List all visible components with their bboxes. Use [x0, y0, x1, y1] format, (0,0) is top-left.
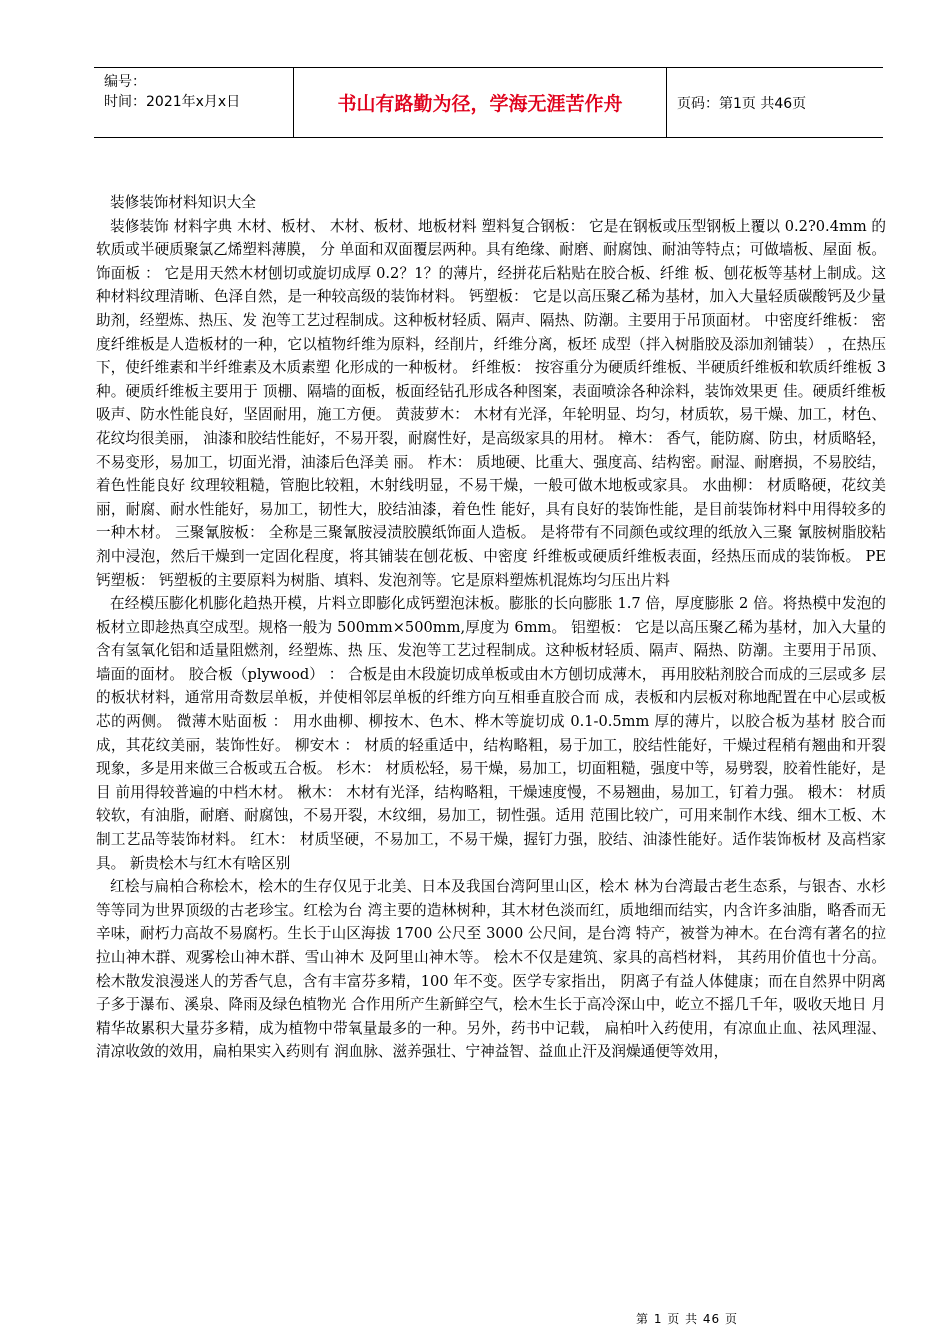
paragraph: 红桧与扁柏合称桧木，桧木的生存仅见于北美、日本及我国台湾阿里山区，桧木 林为台湾最古老生态系，与银杏、水杉等等同为世界顶级的古老珍宝。红桧为台 湾主要的造林树种，其木材色淡而红，质地细而结实，内含许多油脂，略香而无 辛味，耐朽力高故不易腐朽。生长于山区海拔 1700 公尺至 3000 公尺间，是台湾 特产，被誉为神木。在台湾有著名的拉拉山神木群、观雾桧山神木群、雪山神木 及阿里山神木等。 桧木不仅是建筑、家具的高档材料， 其药用价值也十分高。 桧木散发浪漫迷人的芳香气息，含有丰富芬多精，100 年不变。医学专家指出， 阴离子有益人体健康；而在自然界中阴离子多于瀑布、溪泉、降雨及绿色植物光 合作用所产生新鲜空气，桧木生长于高冷深山中，屹立不摇几千年，吸收天地日 月精华故累积大量芬多精，成为植物中带氧量最多的一种。另外，药书中记载， 扁柏叶入药使用，有凉血止血、祛风理湿、清凉收敛的效用，扁柏果实入药则有 润血脉、滋养强壮、宁神益智、益血止汗及润燥通便等效用， — [96, 878, 886, 1061]
header-page-info: 页码：第1页 共46页 — [677, 95, 807, 112]
time-label: 时间：2021年x月x日 — [104, 94, 241, 110]
document-body — [96, 191, 886, 1064]
document-title: 装修装饰材料知识大全 — [110, 194, 256, 211]
header-motto: 书山有路勤为径，学海无涯苦作舟 — [294, 68, 667, 137]
number-label: 编号： — [104, 74, 146, 90]
header-meta — [94, 68, 294, 137]
page-footer: 第 1 页 共 46 页 — [636, 1312, 738, 1326]
document-header — [94, 67, 883, 138]
paragraph: 装修装饰 材料字典 木材、板材、 木材、板材、地板材料 塑料复合钢板： 它是在钢板或压型钢板上覆以 0.2?0.4mm 的软质或半硬质聚氯乙烯塑料薄膜， 分 单面和双面覆层两种。具有绝缘、耐磨、耐腐蚀、耐油等特点；可做墙板、屋面 板。 饰面板 ： 它是用天然木材刨切或旋切成厚 0.2？1？的薄片，经拼花后粘贴在胶合板、纤维 板、刨花板等基材上制成。这种材料纹理清晰、色泽自然，是一种较高级的装饰材料。 钙塑板： 它是以高压聚乙稀为基材，加入大量轻质碳酸钙及少量助剂，经塑炼、热压、发 泡等工艺过程制成。这种板材轻质、隔声、隔热、防潮。主要用于吊顶面材。 中密度纤维板： 密度纤维板是人造板材的一种，它以植物纤维为原料，经削片，纤维分离，板坯 成型（拌入树脂胶及添加剂铺装） ，在热压下，使纤维素和半纤维素及木质素塑 化形成的一种板材。 纤维板： 按容重分为硬质纤维板、半硬质纤维板和软质纤维板 3 种。硬质纤维板主要用于 顶棚、隔墙的面板，板面经钻孔形成各种图案，表面喷涂各种涂料，装饰效果更 佳。硬质纤维板吸声、防水性能良好，坚固耐用，施工方便。 黄菠萝木： 木材有光泽，年轮明显、均匀，材质软，易干燥、加工，材色、花纹均很美丽， 油漆和胶结性能好，不易开裂，耐腐性好，是高级家具的用材。 樟木： 香气，能防腐、防虫，材质略轻，不易变形，易加工，切面光滑，油漆后色泽美 丽。 柞木： 质地硬、比重大、强度高、结构密。耐湿、耐磨损，不易胶结，着色性能良好 纹理较粗糙，管胞比较粗，木射线明显，不易干燥，一般可做木地板或家具。 水曲柳： 材质略硬，花纹美丽，耐腐、耐水性能好，易加工，韧性大，胶结油漆，着色性 能好，具有良好的装饰性能，是目前装饰材料中用得较多的一种木材。 三聚氰胺板： 全称是三聚氰胺浸渍胶膜纸饰面人造板。 是将带有不同颜色或纹理的纸放入三聚 氰胺树脂胶粘剂中浸泡，然后干燥到一定固化程度，将其铺装在刨花板、中密度 纤维板或硬质纤维板表面，经热压而成的装饰板。 PE 钙塑板： 钙塑板的主要原料为树脂、填料、发泡剂等。它是原料塑炼机混炼均匀压出片料 — [96, 217, 886, 589]
paragraph: 在经模压膨化机膨化趋热开模，片料立即膨化成钙塑泡沫板。膨胀的长向膨胀 1.7 倍，厚度膨胀 2 倍。将热模中发泡的板材立即趁热真空成型。规格一般为 500mm×500mm,厚度为 6mm。 铝塑板： 它是以高压聚乙稀为基材，加入大量的含有氢氧化铝和适量阻燃剂，经塑炼、热 压、发泡等工艺过程制成。这种板材轻质、隔声、隔热、防潮。主要用于吊顶、 墙面的面材。 胶合板（plywood） ： 合板是由木段旋切成单板或由木方刨切成薄木， 再用胶粘剂胶合而成的三层或多 层的板状材料，通常用奇数层单板，并使相邻层单板的纤维方向互相垂直胶合而 成，表板和内层板对称地配置在中心层或板芯的两侧。 微薄木贴面板 ： 用水曲柳、柳按木、色木、桦木等旋切成 0.1-0.5mm 厚的薄片，以胶合板为基材 胶合而成，其花纹美丽，装饰性好。 柳安木 ： 材质的轻重适中，结构略粗，易于加工，胶结性能好，干燥过程稍有翘曲和开裂 现象，多是用来做三合板或五合板。 杉木： 材质松轻，易干燥，易加工，切面粗糙，强度中等，易劈裂，胶着性能好，是目 前用得较普遍的中档木材。 楸木： 木材有光泽，结构略粗，干燥速度慢，不易翘曲，易加工，钉着力强。 椴木： 材质较软，有油脂，耐磨、耐腐蚀，不易开裂，木纹细，易加工，韧性强。适用 范围比较广，可用来制作木线、细木工板、木制工艺品等装饰材料。 红木： 材质坚硬，不易加工，不易干燥，握钉力强，胶结、油漆性能好。适作装饰板材 及高档家具。 新贵桧木与红木有啥区别 — [96, 595, 886, 872]
